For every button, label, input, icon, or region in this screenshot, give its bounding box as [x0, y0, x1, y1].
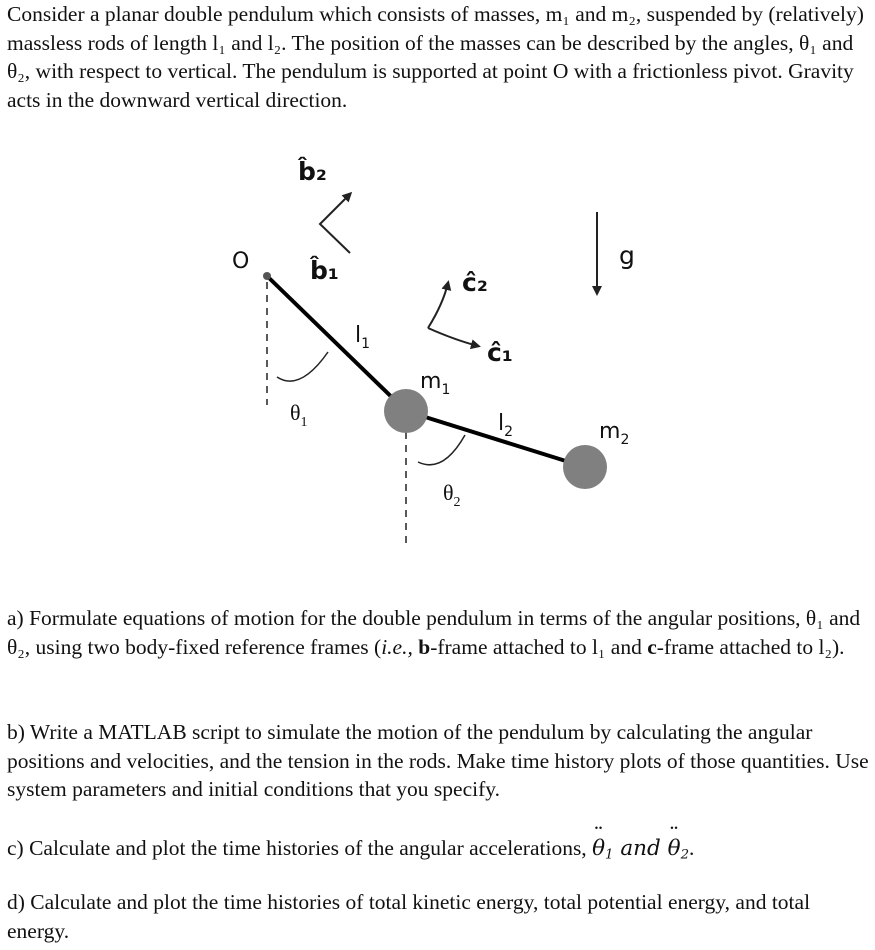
mass-1 — [384, 389, 428, 433]
intro-paragraph: Consider a planar double pendulum which consists of masses, m₁ and m₂, suspended by (relatively) massless rods of length l₁ and l₂. The position of the masses can be described by the angles, θ₁ and θ₂, with respect to vertical. The pendulum is supported at point O with a frictionless pivot. Gravity acts in the downward vertical direction. — [7, 2, 864, 112]
c1-label: ĉ₁ — [487, 338, 513, 367]
theta1-label: $\theta_1$ — [290, 400, 308, 430]
question-d: d) Calculate and plot the time histories of total kinetic energy, total potential energy, and total energy. — [7, 890, 811, 943]
theta2-label: $\theta_2$ — [443, 480, 461, 510]
c2-vector — [428, 283, 448, 328]
m1-label: $m_1$ — [420, 369, 451, 398]
m2-label: $m_2$ — [599, 419, 630, 448]
b-frame-vectors — [320, 194, 350, 253]
theta1-ddot: ¨ $\theta_1$ — [592, 835, 613, 864]
pivot-label: O — [232, 249, 250, 274]
b1-label: b̂₁ — [310, 256, 339, 285]
gravity-label: g — [619, 241, 635, 270]
rod-1 — [267, 276, 406, 411]
l1-label: $l_1$ — [355, 323, 371, 352]
c1-vector — [428, 328, 478, 346]
question-b: b) Write a MATLAB script to simulate the motion of the pendulum by calculating the angular positions and velocities, and the tension in the rods. Make time history plots of those quantities. Use system parameters and initial conditions that you specify. — [7, 720, 869, 801]
theta2-ddot: ¨ $\theta_2$ — [668, 835, 689, 864]
theta2-arc — [418, 435, 465, 465]
c2-label: ĉ₂ — [462, 268, 488, 297]
question-c: c) Calculate and plot the time histories of the angular accelerations, ¨ $\theta_1$ and ¨ $\theta_2$. — [7, 834, 869, 864]
question-a: a) Formulate equations of motion for the double pendulum in terms of the angular positions, θ₁ and θ₂, using two body-fixed reference frames (i.e., b-frame attached to l₁ and c-frame attached to l₂). — [7, 606, 861, 659]
rod-2 — [406, 411, 585, 467]
theta1-arc — [277, 352, 328, 381]
mass-2 — [563, 445, 607, 489]
l2-label: $l_2$ — [498, 411, 514, 440]
b2-label: b̂₂ — [298, 157, 327, 186]
pivot-point — [263, 272, 271, 280]
